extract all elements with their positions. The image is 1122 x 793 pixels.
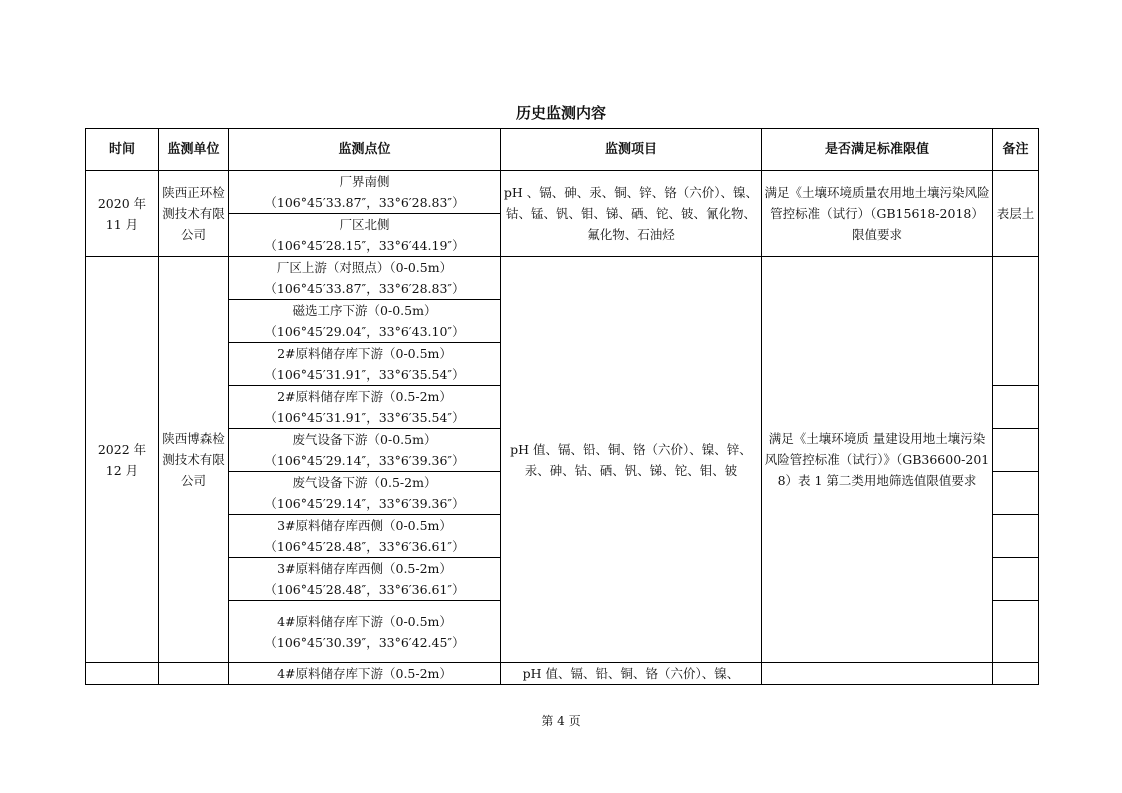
point-coord: （106°45′28.15″，33°6′44.19″） xyxy=(264,238,465,253)
remark-cell xyxy=(993,558,1039,601)
point-coord: （106°45′31.91″，33°6′35.54″） xyxy=(264,367,465,382)
unit-cell xyxy=(159,663,229,685)
remark-cell xyxy=(993,601,1039,663)
point-coord: （106°45′30.39″，33°6′42.45″） xyxy=(264,634,465,650)
point-cell xyxy=(229,472,501,515)
header-standard: 是否满足标准限值 xyxy=(762,129,993,171)
items-text: pH 值、镉、铅、铜、铬（六价）、镍、 xyxy=(522,666,740,681)
point-coord: （106°45′33.87″，33°6′28.83″） xyxy=(264,195,465,210)
point-name: 2#原料储存库下游（0.5-2m） xyxy=(277,389,452,404)
page-number: 第 4 页 xyxy=(541,714,581,728)
time-cell xyxy=(86,257,159,663)
point-name: 磁选工序下游（0-0.5m） xyxy=(292,303,437,318)
time-year: 2022 年 xyxy=(97,441,147,457)
remark-cell xyxy=(993,663,1039,685)
point-name: 3#原料储存库西侧（0-0.5m） xyxy=(277,518,452,533)
items-cell: pH 值、镉、铅、铜、铬（六价）、镍、锌、汞、砷、钴、硒、钒、锑、铊、钼、铍 xyxy=(501,257,762,663)
point-name: 厂界南侧 xyxy=(339,174,390,189)
unit-cell: 陕西博森检测技术有限公司 xyxy=(159,257,229,663)
point-cell xyxy=(229,257,501,300)
point-coord: （106°45′28.48″，33°6′36.61″） xyxy=(264,582,465,597)
standard-cell: 满足《土壤环境质量农用地土壤污染风险管控标准（试行）（GB15618-2018）限值要求 xyxy=(762,171,993,257)
point-cell xyxy=(229,300,501,343)
header-row xyxy=(86,129,1039,171)
remark-cell xyxy=(993,515,1039,558)
point-cell xyxy=(229,515,501,558)
table-row xyxy=(86,257,1039,300)
table-row xyxy=(86,663,1039,685)
remark-cell: 表层土 xyxy=(993,171,1039,257)
items-cell: pH 、镉、砷、汞、铜、锌、铬（六价）、镍、钴、锰、钒、钼、锑、硒、铊、铍、氰化物、氟化物、石油烃 xyxy=(501,171,762,257)
monitoring-table xyxy=(85,128,1039,685)
time-month: 11 月 xyxy=(105,216,139,232)
time-cell xyxy=(86,663,159,685)
point-coord: （106°45′28.48″，33°6′36.61″） xyxy=(264,539,465,554)
point-coord: （106°45′29.14″，33°6′39.36″） xyxy=(264,453,465,468)
point-name: 4#原料储存库下游（0.5-2m） xyxy=(277,666,452,681)
header-unit: 监测单位 xyxy=(159,129,229,171)
standard-cell: 满足《土壤环境质 量建设用地土壤污染风险管控标准（试行）》（GB36600-2018）表 1 第二类用地筛选值限值要求 xyxy=(762,257,993,663)
point-cell xyxy=(229,663,501,685)
time-cell xyxy=(86,171,159,257)
items-cell xyxy=(501,663,762,685)
remark-cell xyxy=(993,472,1039,515)
point-name: 厂区北侧 xyxy=(339,217,390,232)
point-coord: （106°45′33.87″，33°6′28.83″） xyxy=(264,281,465,296)
point-name: 废气设备下游（0.5-2m） xyxy=(292,475,437,490)
point-name: 废气设备下游（0-0.5m） xyxy=(292,432,437,447)
remark-cell xyxy=(993,429,1039,472)
point-cell xyxy=(229,214,501,257)
point-name: 2#原料储存库下游（0-0.5m） xyxy=(277,346,452,361)
point-name: 4#原料储存库下游（0-0.5m） xyxy=(277,613,452,629)
remark-cell xyxy=(993,257,1039,386)
point-cell xyxy=(229,429,501,472)
point-cell xyxy=(229,343,501,386)
point-cell xyxy=(229,171,501,214)
page-title: 历史监测内容 xyxy=(515,104,606,122)
point-coord: （106°45′29.04″，33°6′43.10″） xyxy=(264,324,465,339)
point-coord: （106°45′29.14″，33°6′39.36″） xyxy=(264,496,465,511)
time-year: 2020 年 xyxy=(97,195,147,211)
header-items: 监测项目 xyxy=(501,129,762,171)
standard-cell xyxy=(762,663,993,685)
unit-cell: 陕西正环检测技术有限公司 xyxy=(159,171,229,257)
header-time: 时间 xyxy=(86,129,159,171)
table-row xyxy=(86,171,1039,214)
header-point: 监测点位 xyxy=(229,129,501,171)
header-remark: 备注 xyxy=(993,129,1039,171)
point-name: 厂区上游（对照点）（0-0.5m） xyxy=(276,260,453,275)
point-cell xyxy=(229,386,501,429)
point-coord: （106°45′31.91″，33°6′35.54″） xyxy=(264,410,465,425)
point-cell xyxy=(229,601,501,663)
point-name: 3#原料储存库西侧（0.5-2m） xyxy=(277,561,452,576)
point-cell xyxy=(229,558,501,601)
time-month: 12 月 xyxy=(105,462,139,478)
remark-cell xyxy=(993,386,1039,429)
